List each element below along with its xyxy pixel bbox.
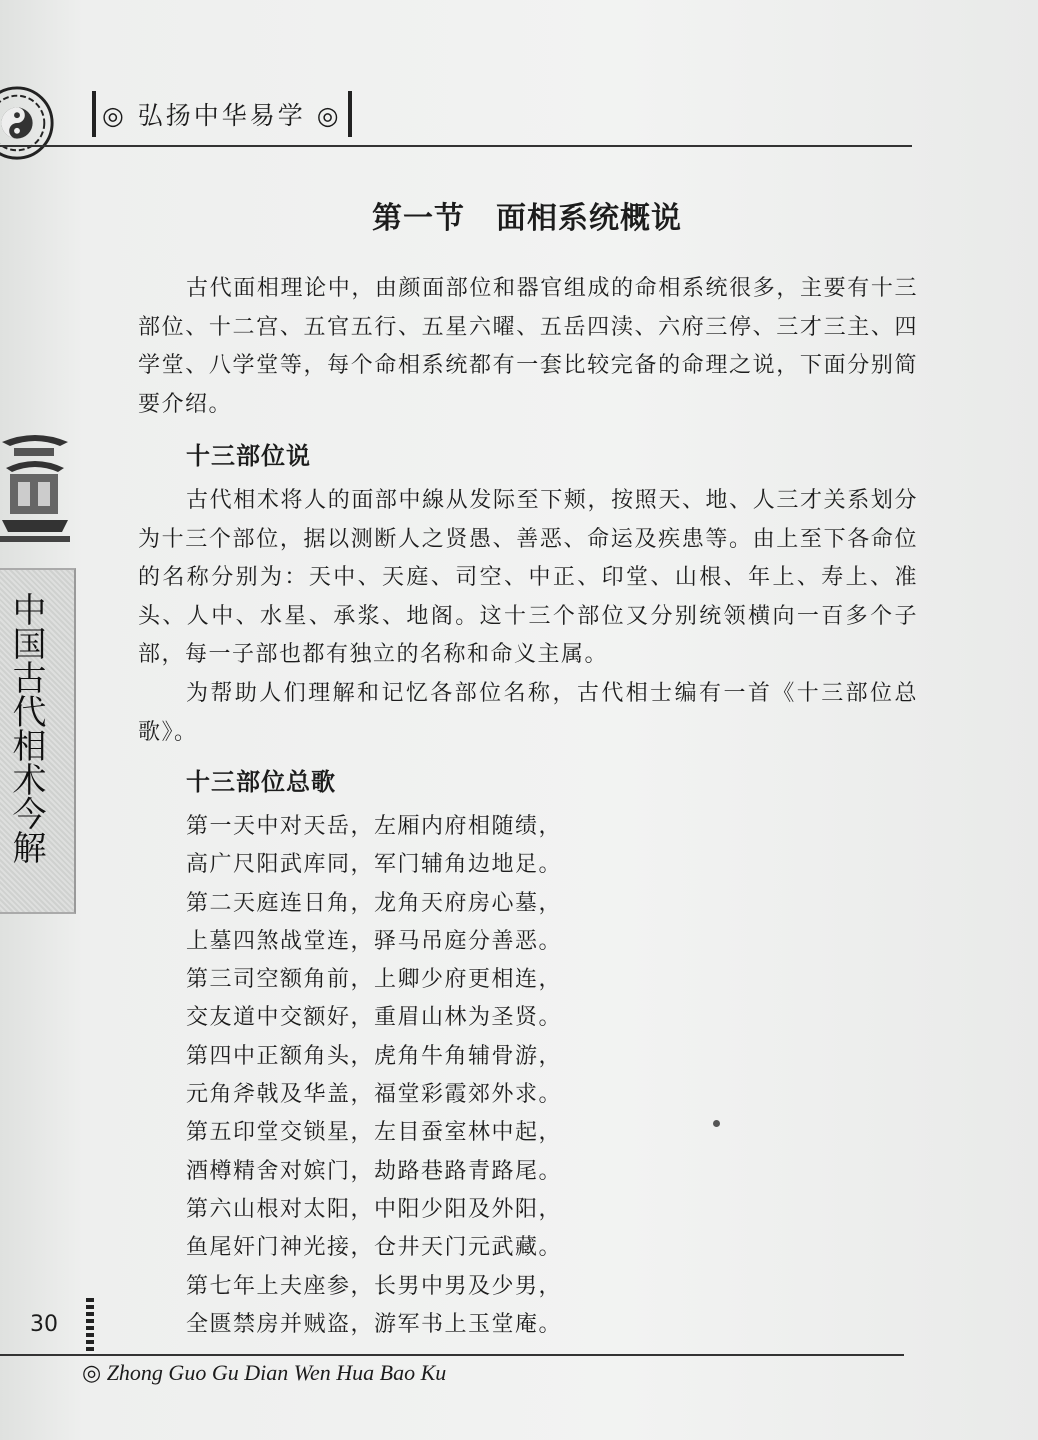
song-verse-list [186, 808, 562, 1344]
header-left-rule [92, 91, 96, 137]
verse-line: 第五印堂交锁星，左目蚕室林中起， [186, 1120, 563, 1146]
page-number: 30 [30, 1312, 58, 1337]
verse-line: 高广尺阳武库同，军门辅角边地足。 [186, 852, 563, 878]
subheading-song: 十三部位总歌 [186, 767, 336, 796]
header-series-bar [92, 88, 372, 140]
verse-line: 元角斧戟及华盖，福堂彩霞郊外求。 [186, 1082, 563, 1108]
verse-line: 第二天庭连日角，龙角天府房心墓， [186, 890, 563, 916]
header-right-rule [348, 91, 352, 137]
bottom-divider [0, 1354, 904, 1356]
subheading-thirteen-positions: 十三部位说 [186, 441, 311, 470]
verse-line: 第六山根对太阳，中阳少阳及外阳， [186, 1196, 563, 1222]
verse-line: 酒樽精舍对嫔门，劫路巷路青路尾。 [186, 1158, 563, 1184]
verse-line: 第三司空额角前，上卿少府更相连， [186, 967, 563, 993]
section-title: 第一节 面相系统概说 [372, 201, 682, 236]
top-divider [0, 145, 912, 147]
print-speck [713, 1120, 720, 1127]
verse-line: 上墓四煞战堂连，驿马吊庭分善恶。 [186, 928, 563, 954]
collection-name: ◎ Zhong Guo Gu Dian Wen Hua Bao Ku [82, 1360, 447, 1385]
verse-line: 全匮禁房并贼盗，游军书上玉堂庵。 [186, 1311, 563, 1337]
verse-line: 第一天中对天岳，左厢内府相随绩， [186, 814, 563, 839]
verse-line: 第七年上夫座参，长男中男及少男， [186, 1273, 563, 1299]
footer-ornament-icon [86, 1298, 94, 1352]
bagua-emblem-icon [0, 84, 56, 162]
verse-line: 鱼尾奸门神光接，仓井天门元武藏。 [186, 1235, 563, 1261]
series-title: ◎ 弘扬中华易学 ◎ [102, 101, 342, 130]
intro-paragraph: 古代面相理论中，由颜面部位和器官组成的命相系统很多，主要有十三部位、十二宫、五官五行、五星六曜、五岳四渎、六府三停、三才三主、四学堂、八学堂等，每个命相系统都有一套比较完备的命理之说，下面分别简要介绍。 [138, 276, 918, 417]
positions-paragraph: 古代相术将人的面部中線从发际至下颊，按照天、地、人三才关系划分为十三个部位，据以测断人之贤愚、善恶、命运及疾患等。由上至下各命位的名称分别为：天中、天庭、司空、中正、印堂、山根、年上、寿上、准头、人中、水星、承浆、地阁。这十三个部位又分别统领横向一百多个子部，每一子部也都有独立的名称和命义主属。 [138, 488, 918, 667]
verse-line: 交友道中交额好，重眉山林为圣贤。 [186, 1005, 563, 1031]
mnemonic-paragraph: 为帮助人们理解和记忆各部位名称，古代相士编有一首《十三部位总歌》。 [138, 681, 918, 745]
verse-line: 第四中正额角头，虎角牛角辅骨游， [186, 1043, 563, 1069]
book-title-vertical: 中国古代相术今解 [6, 592, 46, 864]
pagoda-ornament-icon [0, 428, 70, 548]
